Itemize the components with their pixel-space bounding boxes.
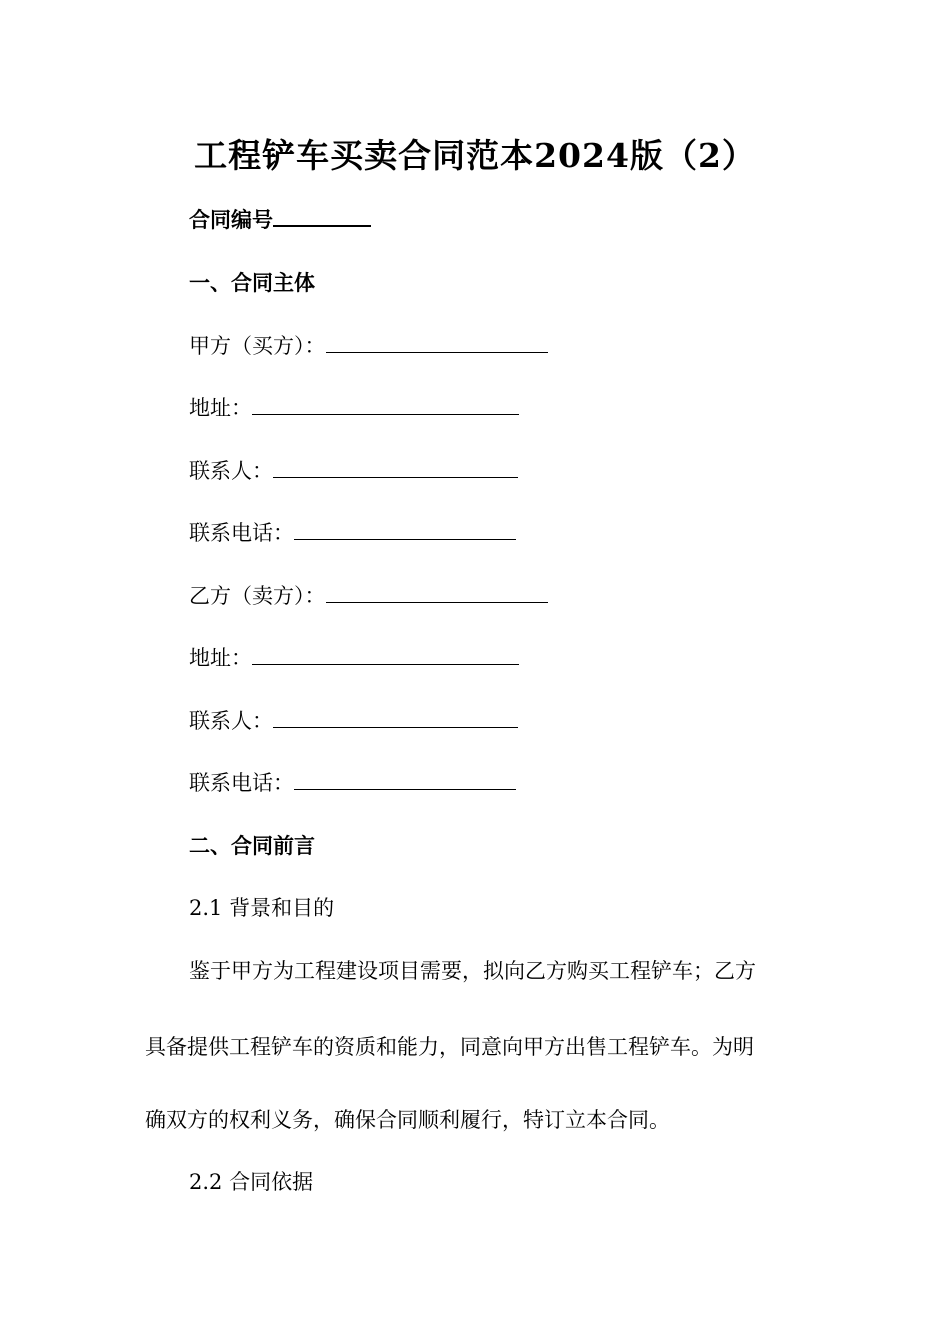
contract-number-label: 合同编号 xyxy=(189,207,273,232)
party-a-address-label: 地址： xyxy=(189,396,252,420)
section1-heading: 一、合同主体 xyxy=(189,270,315,295)
party-a-line xyxy=(189,331,548,361)
party-b-phone-blank[interactable] xyxy=(294,769,516,790)
contract-number-blank[interactable] xyxy=(273,205,371,227)
party-a-blank[interactable] xyxy=(326,332,548,353)
subsection-2-1-heading: 2.1 背景和目的 xyxy=(189,896,335,920)
party-a-phone-line xyxy=(189,518,516,548)
party-b-address-blank[interactable] xyxy=(252,644,519,665)
contract-number-line xyxy=(189,205,371,235)
party-b-phone-label: 联系电话： xyxy=(189,771,294,795)
party-b-label: 乙方（卖方）： xyxy=(189,584,326,608)
party-b-contact-blank[interactable] xyxy=(273,707,518,728)
party-a-phone-blank[interactable] xyxy=(294,519,516,540)
subsection-2-2-heading: 2.2 合同依据 xyxy=(189,1170,314,1194)
party-b-contact-line xyxy=(189,706,518,736)
party-a-address-line xyxy=(189,393,519,423)
party-a-address-blank[interactable] xyxy=(252,394,519,415)
section2-heading: 二、合同前言 xyxy=(189,833,315,858)
paragraph-line-3: 确双方的权利义务，确保合同顺利履行，特订立本合同。 xyxy=(145,1108,670,1132)
party-a-contact-blank[interactable] xyxy=(273,457,518,478)
paragraph-line-2: 具备提供工程铲车的资质和能力，同意向甲方出售工程铲车。为明 xyxy=(145,1035,754,1059)
party-b-phone-line xyxy=(189,768,516,798)
party-a-contact-label: 联系人： xyxy=(189,459,273,483)
party-a-label: 甲方（买方）： xyxy=(189,334,326,358)
party-b-address-line xyxy=(189,643,519,673)
party-b-blank[interactable] xyxy=(326,582,548,603)
party-b-contact-label: 联系人： xyxy=(189,709,273,733)
document-title: 工程铲车买卖合同范本2024版（2） xyxy=(194,136,756,175)
paragraph-line-1: 鉴于甲方为工程建设项目需要，拟向乙方购买工程铲车；乙方 xyxy=(189,959,756,983)
party-a-contact-line xyxy=(189,456,518,486)
party-a-phone-label: 联系电话： xyxy=(189,521,294,545)
party-b-line xyxy=(189,581,548,611)
party-b-address-label: 地址： xyxy=(189,646,252,670)
